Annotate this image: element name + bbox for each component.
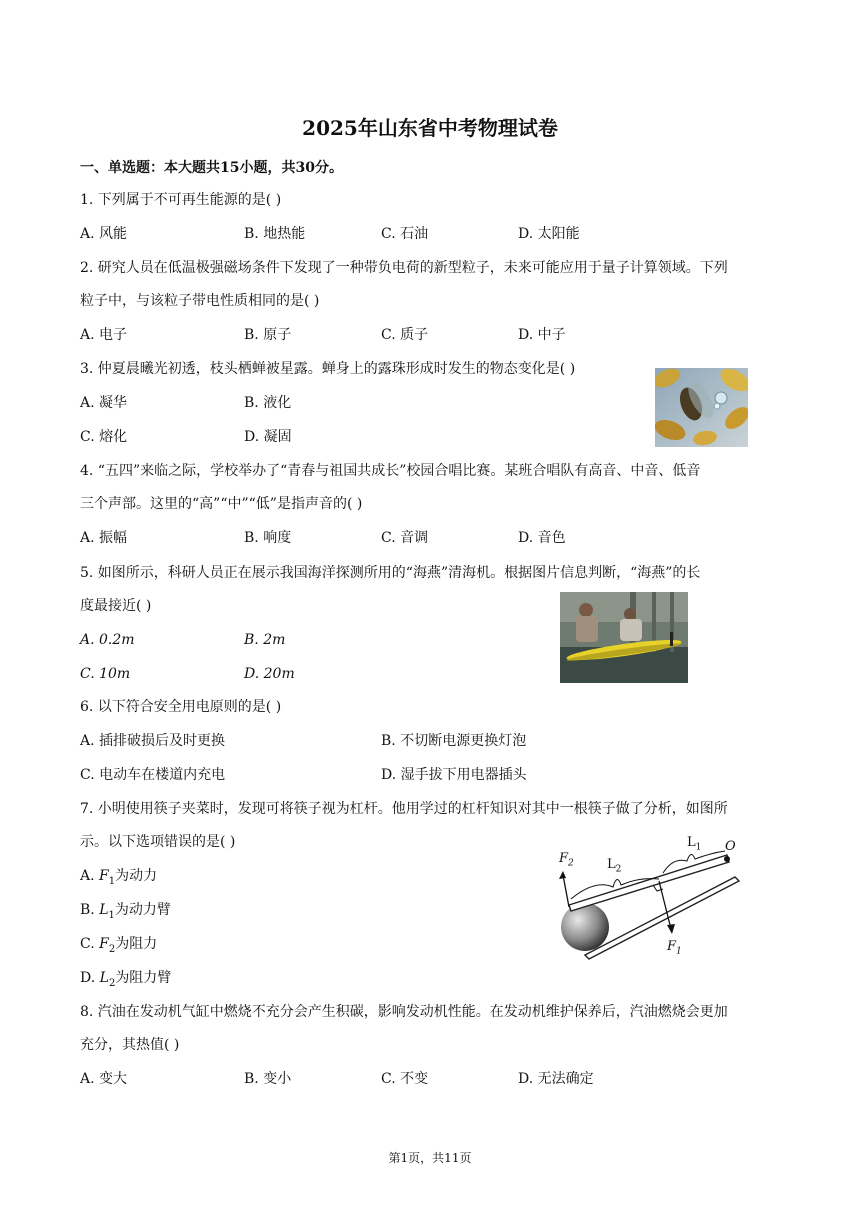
q6-option-b: B. 不切断电源更换灯泡 — [381, 733, 527, 749]
q7-stem-line2: 示。以下选项错误的是( ) — [80, 834, 236, 850]
q4-stem-line1: 4. “五四”来临之际，学校举办了“青春与祖国共成长”校园合唱比赛。某班合唱队有高音、中音、低音 — [80, 463, 701, 479]
q7-option-c: C. $F_2$为阻力 — [80, 936, 158, 955]
q2-stem-line1: 2. 研究人员在低温极强磁场条件下发现了一种带负电荷的新型粒子，未来可能应用于量子计算领域。下列 — [80, 260, 728, 276]
q6-stem: 6. 以下符合安全用电原则的是( ) — [80, 699, 282, 715]
page-footer: 第1页，共11页 — [388, 1151, 472, 1165]
q5-option-b: B. 2m — [244, 632, 286, 648]
q7-option-a: A. $F_1$为动力 — [80, 868, 158, 887]
q8-stem-line2: 充分，其热值( ) — [80, 1037, 180, 1053]
label-f1: $F_1$ — [667, 939, 682, 957]
q2-option-b: B. 原子 — [244, 327, 292, 343]
q2-option-a: A. 电子 — [80, 327, 128, 343]
q3-option-d: D. 凝固 — [244, 429, 292, 445]
label-l2: $L_2$ — [607, 857, 622, 875]
q8-option-d: D. 无法确定 — [518, 1071, 594, 1087]
q5-option-a: A. 0.2m — [80, 632, 135, 648]
chopstick-lever-diagram — [555, 835, 745, 965]
q1-stem: 1. 下列属于不可再生能源的是( ) — [80, 192, 282, 208]
cicada-dew-photo — [655, 368, 748, 447]
q8-option-a: A. 变大 — [80, 1071, 128, 1087]
q4-option-c: C. 音调 — [381, 530, 429, 546]
q5-option-d: D. 20m — [244, 666, 295, 682]
q5-option-c: C. 10m — [80, 666, 131, 682]
q3-stem: 3. 仲夏晨曦光初透，枝头栖蝉被星露。蝉身上的露珠形成时发生的物态变化是( ) — [80, 361, 576, 377]
haiyan-glider-photo — [560, 592, 688, 683]
q8-option-b: B. 变小 — [244, 1071, 292, 1087]
q1-option-a: A. 风能 — [80, 226, 128, 242]
q3-option-b: B. 液化 — [244, 395, 292, 411]
q6-option-a: A. 插排破损后及时更换 — [80, 733, 226, 749]
section-heading: 一、单选题：本大题共15小题，共30分。 — [80, 160, 343, 176]
label-o: O — [725, 839, 736, 854]
q4-option-b: B. 响度 — [244, 530, 292, 546]
q8-option-c: C. 不变 — [381, 1071, 429, 1087]
q1-option-d: D. 太阳能 — [518, 226, 580, 242]
q4-option-a: A. 振幅 — [80, 530, 128, 546]
q4-stem-line2: 三个声部。这里的“高”“中”“低”是指声音的( ) — [80, 496, 363, 512]
q8-stem-line1: 8. 汽油在发动机气缸中燃烧不充分会产生积碳，影响发动机性能。在发动机维护保养后，汽油燃烧会更加 — [80, 1004, 728, 1020]
q5-stem-line2: 度最接近( ) — [80, 598, 152, 614]
q5-stem-line1: 5. 如图所示，科研人员正在展示我国海洋探测所用的“海燕”清海机。根据图片信息判断，“海燕”的长 — [80, 565, 701, 581]
q7-option-d: D. $L_2$为阻力臂 — [80, 970, 172, 989]
q6-option-c: C. 电动车在楼道内充电 — [80, 767, 226, 783]
q4-option-d: D. 音色 — [518, 530, 566, 546]
label-f2: $F_2$ — [559, 851, 574, 869]
q7-option-b: B. $L_1$为动力臂 — [80, 902, 171, 921]
q2-option-c: C. 质子 — [381, 327, 429, 343]
q1-option-b: B. 地热能 — [244, 226, 306, 242]
q1-option-c: C. 石油 — [381, 226, 429, 242]
q2-option-d: D. 中子 — [518, 327, 566, 343]
q6-option-d: D. 湿手拔下用电器插头 — [381, 767, 527, 783]
q7-stem-line1: 7. 小明使用筷子夹菜时，发现可将筷子视为杠杆。他用学过的杠杆知识对其中一根筷子做了分析，如图所 — [80, 801, 728, 817]
q2-stem-line2: 粒子中，与该粒子带电性质相同的是( ) — [80, 293, 320, 309]
label-l1: $L_1$ — [687, 835, 702, 853]
exam-title: 2025年山东省中考物理试卷 — [302, 116, 558, 140]
q3-option-c: C. 熔化 — [80, 429, 128, 445]
q3-option-a: A. 凝华 — [80, 395, 128, 411]
